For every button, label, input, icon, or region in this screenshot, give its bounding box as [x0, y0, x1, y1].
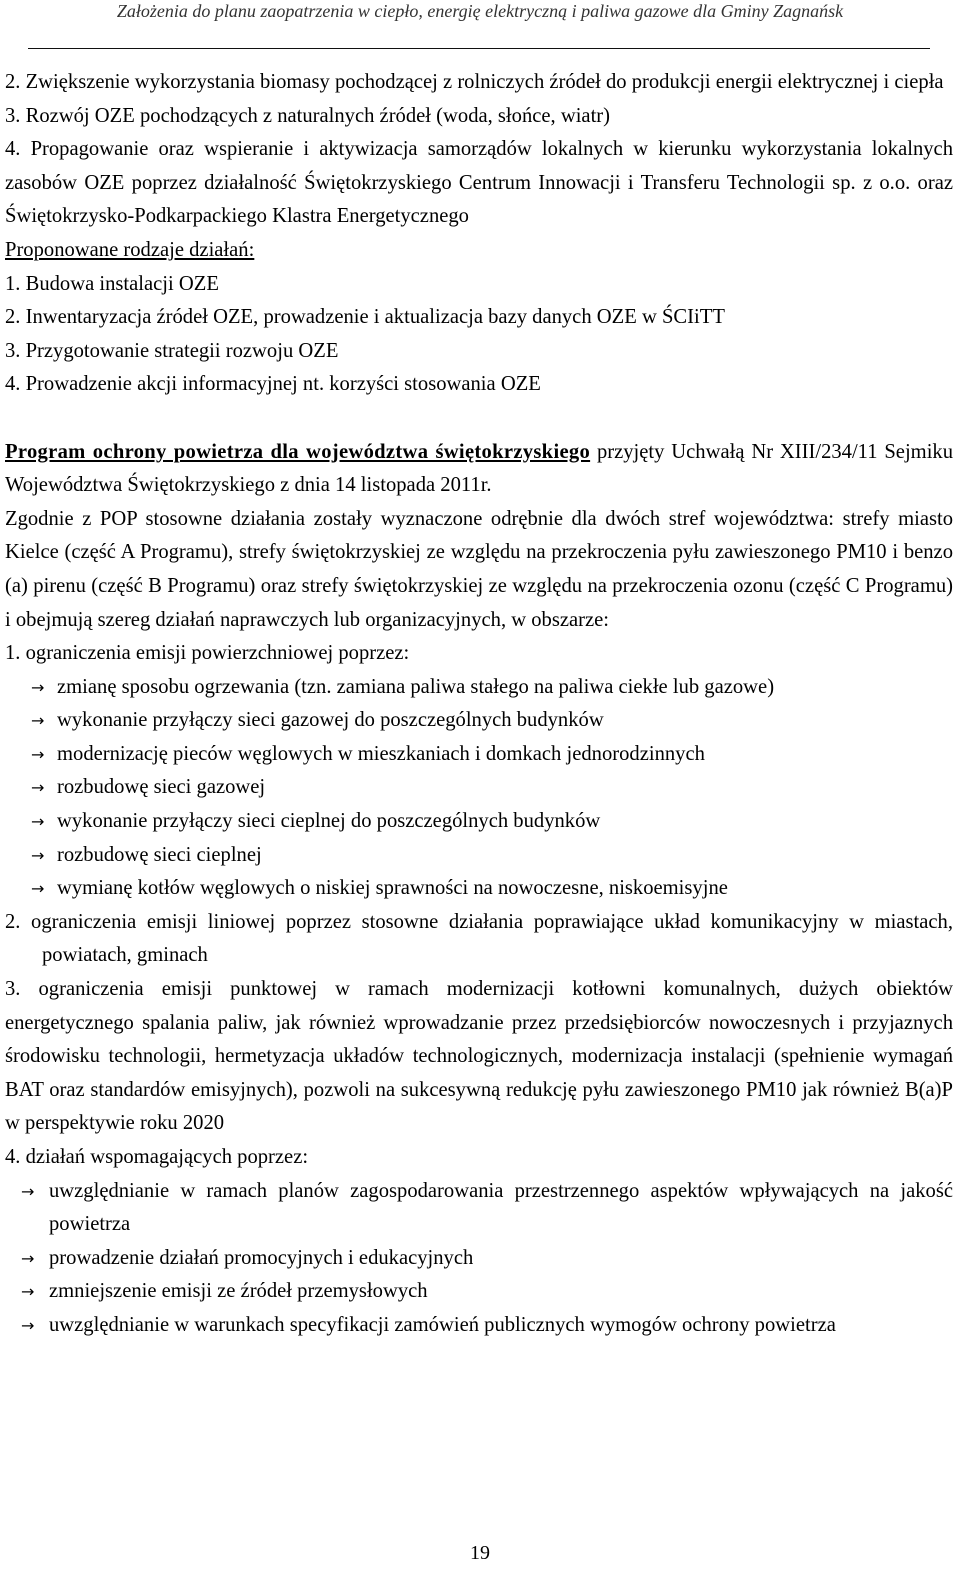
list-item: → rozbudowę sieci gazowej: [5, 771, 953, 805]
surface-emission-title: 1. ograniczenia emisji powierzchniowej poprzez:: [5, 642, 410, 665]
header-rule: [28, 48, 930, 49]
linear-emission: 2. ograniczenia emisji liniowej poprzez stosowne działania poprawiające układ komunikacyjny w miastach, powiatach, gminach: [5, 910, 953, 967]
running-header: Założenia do planu zaopatrzenia w ciepło, energię elektryczną i paliwa gazowe dla Gminy Zagnańsk: [116, 1, 844, 21]
page-content: [5, 66, 953, 1343]
list-item: → wykonanie przyłączy sieci cieplnej do poszczególnych budynków: [5, 805, 953, 839]
arrow-right-icon: →: [31, 677, 45, 697]
arrow-right-icon: →: [21, 1181, 35, 1201]
arrow-right-icon: →: [21, 1282, 35, 1302]
goal-item: 3. Rozwój OZE pochodzących z naturalnych źródeł (woda, słońce, wiatr): [5, 104, 611, 127]
list-item: → zmianę sposobu ogrzewania (tzn. zamiana paliwa stałego na paliwa ciekłe lub gazowe): [5, 671, 953, 705]
goal-item: 2. Zwiększenie wykorzystania biomasy pochodzącej z rolniczych źródeł do produkcji energii elektrycznej i ciepła: [5, 71, 944, 93]
arrow-right-icon: →: [31, 845, 45, 865]
list-item: → wykonanie przyłączy sieci gazowej do poszczególnych budynków: [5, 704, 953, 738]
program-paragraph: [5, 436, 953, 503]
list-item: → prowadzenie działań promocyjnych i edukacyjnych: [5, 1242, 953, 1276]
actions-heading: Proponowane rodzaje działań:: [5, 238, 255, 261]
point-emission: 3. ograniczenia emisji punktowej w ramach modernizacji kotłowni komunalnych, dużych obiektów energetycznego spalania paliw, jak również wprowadzanie przez przedsiębiorców nowoczesnych i przyjaznych środowisku technologii, hermetyzacja układów technologicznych, modernizacja instalacji (spełnienie wymagań BAT oraz standardów emisyjnych), pozwoli na sukcesywną redukcję pyłu zawieszonego PM10 jak również B(a)P w perspektywie roku 2020: [5, 978, 953, 1135]
list-item: → modernizację pieców węglowych w mieszkaniach i domkach jednorodzinnych: [5, 738, 953, 772]
list-item: → uwzględnianie w ramach planów zagospodarowania przestrzennego aspektów wpływających na jakość powietrza: [5, 1175, 953, 1242]
program-resolution: przyjęty Uchwałą Nr XIII/234/11 Sejmiku Województwa Świętokrzyskiego z dnia 14 listopada 2011r.: [5, 440, 954, 497]
arrow-right-icon: →: [31, 812, 45, 832]
arrow-right-icon: →: [31, 744, 45, 764]
arrow-right-icon: →: [31, 778, 45, 798]
page-number: 19: [470, 1542, 490, 1564]
arrow-right-icon: →: [31, 711, 45, 731]
action-item: 1. Budowa instalacji OZE: [5, 272, 219, 295]
spacer: [5, 402, 953, 436]
program-title: Program ochrony powietrza dla województwa świętokrzyskiego: [5, 440, 591, 463]
list-item: → wymianę kotłów węglowych o niskiej sprawności na nowoczesne, niskoemisyjne: [5, 872, 953, 906]
list-item: → uwzględnianie w warunkach specyfikacji zamówień publicznych wymogów ochrony powietrza: [5, 1309, 953, 1343]
goal-item: 4. Propagowanie oraz wspieranie i aktywizacja samorządów lokalnych w kierunku wykorzystania lokalnych zasobów OZE poprzez działalność Świętokrzyskiego Centrum Innowacji i Transferu Technologii sp. z o.o. oraz Świętokrzysko-Podkarpackiego Klastra Energetycznego: [5, 138, 953, 228]
arrow-right-icon: →: [21, 1315, 35, 1335]
list-item: → rozbudowę sieci cieplnej: [5, 839, 953, 873]
arrow-right-icon: →: [31, 879, 45, 899]
list-item: → zmniejszenie emisji ze źródeł przemysłowych: [5, 1275, 953, 1309]
action-item: 2. Inwentaryzacja źródeł OZE, prowadzenie i aktualizacja bazy danych OZE w ŚCIiTT: [5, 306, 725, 329]
action-item: 3. Przygotowanie strategii rozwoju OZE: [5, 339, 339, 362]
arrow-right-icon: →: [21, 1248, 35, 1268]
action-item: 4. Prowadzenie akcji informacyjnej nt. korzyści stosowania OZE: [5, 373, 541, 396]
support-actions-title: 4. działań wspomagających poprzez:: [5, 1146, 309, 1168]
pop-intro: Zgodnie z POP stosowne działania zostały wyznaczone odrębnie dla dwóch stref województwa: strefy miasto Kielce (część A Programu), strefy świętokrzyskiej ze względu na przekroczenia pyłu zawieszonego PM10 i benzo (a) pirenu (część B Programu) oraz strefy świętokrzyskiej ze względu na przekroczenia ozonu (część C Programu) i obejmują szereg działań naprawczych lub organizacyjnych, w obszarze:: [5, 507, 953, 631]
